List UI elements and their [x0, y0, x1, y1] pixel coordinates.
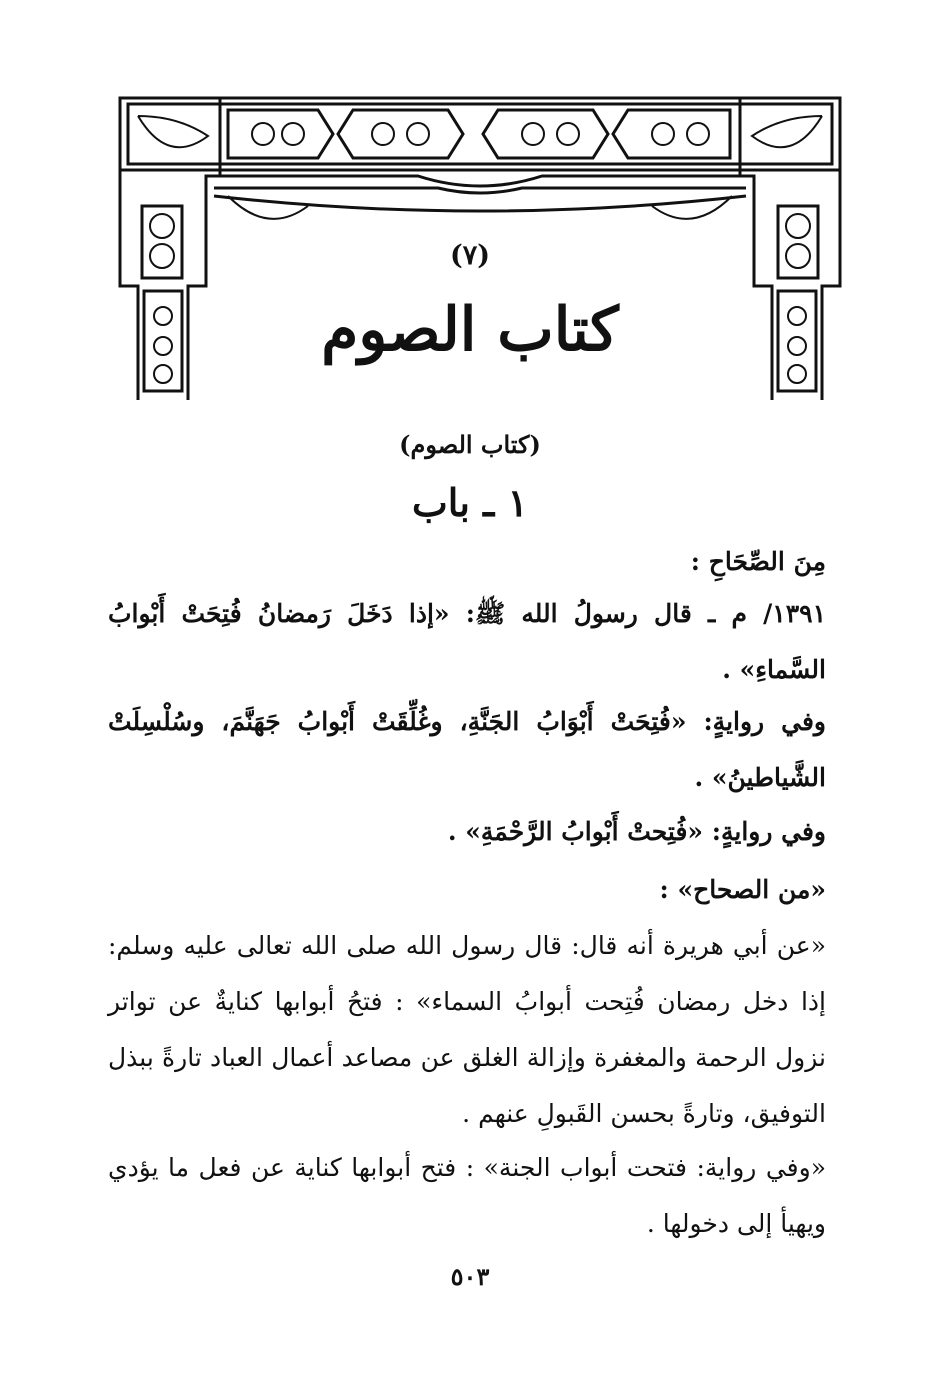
page-number: ٥٠٣ — [450, 1262, 490, 1291]
bab-title: ١ ـ باب — [412, 480, 528, 525]
paragraph-riwaya-1: وفي روايةٍ: «فُتِحَتْ أَبْوَابُ الجَنَّةِ، وغُلِّقَتْ أَبْوابُ جَهَنَّمَ، وسُلْسِلَتْ الشَّياطينُ» . — [108, 707, 826, 792]
paragraph-commentary-heading: «من الصحاح» : — [659, 875, 826, 904]
paragraph-hadith-1391: ١٣٩١/ م ـ قال رسولُ الله ﷺ: «إذا دَخَلَ رَمضانُ فُتِحَتْ أَبْوابُ السَّماءِ» . — [108, 599, 826, 684]
paragraph-commentary-2: «وفي رواية: فتحت أبواب الجنة» : فتح أبوابها كناية عن فعل ما يؤدي ويهيأ إلى دخولها . — [108, 1153, 826, 1238]
paragraph-commentary-1: «عن أبي هريرة أنه قال: قال رسول الله صلى الله تعالى عليه وسلم: إذا دخل رمضان فُتِحت أبوابُ السماء» : فتحُ أبوابها كنايةٌ عن تواتر نزول الرحمة والمغفرة وإزالة الغلق عن مصاعد أعمال العباد تارةً ببذل التوفيق، وتارةً بحسن القَبولِ عنهم . — [108, 931, 826, 1128]
chapter-number: (٧) — [449, 240, 491, 271]
paragraph-riwaya-2: وفي روايةٍ: «فُتِحتْ أَبْوابُ الرَّحْمَةِ» . — [447, 817, 826, 846]
section-title: (كتاب الصوم) — [399, 430, 541, 459]
book-title: كتاب الصوم — [321, 295, 619, 365]
paragraph-heading-sihah: مِنَ الصِّحَاحِ : — [690, 547, 826, 576]
